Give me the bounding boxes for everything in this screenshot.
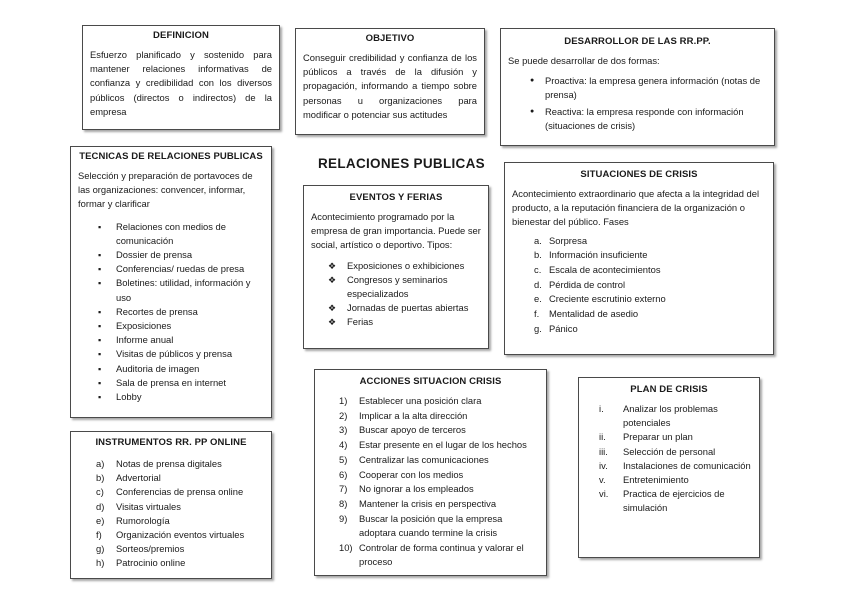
instrumentos-item [78, 500, 264, 514]
instrumentos-item-text: Organización eventos virtuales [116, 529, 245, 541]
situaciones-item-marker: e. [534, 293, 542, 305]
tecnicas-item [78, 347, 264, 361]
situaciones-item-text: Mentalidad de asedio [549, 308, 639, 320]
diamond-bullet-icon: ❖ [328, 260, 337, 271]
instrumentos-title: INSTRUMENTOS RR. PP ONLINE [95, 437, 247, 448]
situaciones-item-marker: b. [534, 249, 542, 261]
desarrollo-item-text: Proactiva: la empresa genera información (notas de prensa) [545, 75, 761, 101]
square-bullet-icon: ▪ [98, 335, 102, 346]
acciones-item-marker: 6) [339, 468, 348, 480]
square-bullet-icon: ▪ [98, 278, 102, 289]
situaciones-item [512, 292, 766, 306]
eventos-item [311, 273, 481, 301]
acciones-item [322, 482, 539, 496]
square-bullet-icon: ▪ [98, 264, 102, 275]
situaciones-item-marker: g. [534, 322, 542, 334]
acciones-item [322, 438, 539, 452]
plan-item-marker: iii. [599, 445, 608, 457]
situaciones-title: SITUACIONES DE CRISIS [580, 169, 698, 180]
instrumentos-item [78, 457, 264, 471]
tecnicas-item [78, 362, 264, 376]
acciones-item-text: No ignorar a los empleados [359, 483, 474, 495]
instrumentos-item-text: Advertorial [116, 472, 161, 484]
tecnicas-list [78, 220, 264, 405]
plan-item-marker: i. [599, 403, 604, 414]
acciones-item-marker: 9) [339, 512, 348, 524]
instrumentos-item-marker: g) [96, 543, 105, 555]
plan-item [586, 473, 752, 487]
acciones-list [322, 394, 539, 569]
bullet-dot-icon: ● [530, 107, 535, 115]
situaciones-item-text: Escala de acontecimientos [549, 264, 661, 276]
eventos-item [311, 259, 481, 273]
plan-item-text: Preparar un plan [623, 431, 693, 443]
definicion-text: Esfuerzo planificado y sostenido para mantener relaciones informativas de confianza y credibilidad con los diversos públicos (directos o indirectos) de la empresa [90, 49, 272, 117]
acciones-item-text: Centralizar las comunicaciones [359, 453, 489, 465]
situaciones-item-marker: a. [534, 234, 542, 246]
definicion-box [82, 25, 280, 130]
desarrollo-intro: Se puede desarrollar de dos formas: [508, 55, 660, 66]
square-bullet-icon: ▪ [98, 306, 102, 317]
tecnicas-item [78, 390, 264, 404]
square-bullet-icon: ▪ [98, 349, 102, 360]
situaciones-item [512, 263, 766, 277]
plan-box [578, 377, 760, 558]
desarrollo-list [508, 74, 767, 133]
situaciones-intro: Acontecimiento extraordinario que afecta a la integridad del producto, a la reputación financiera de la organización o bienestar del público. Fases [512, 188, 760, 228]
plan-item-marker: iv. [599, 459, 608, 471]
objetivo-text: Conseguir credibilidad y confianza de los públicos a través de la difusión y propagación, informando a tiempo sobre personas u organizaciones para modificar o potenciar sus actitudes [303, 52, 477, 120]
situaciones-item [512, 278, 766, 292]
instrumentos-item-text: Patrocinio online [116, 557, 186, 569]
acciones-item-marker: 8) [339, 497, 348, 509]
instrumentos-item-text: Rumorología [116, 514, 170, 526]
tecnicas-title: TECNICAS DE RELACIONES PUBLICAS [79, 151, 263, 162]
acciones-item-text: Cooperar con los medios [359, 468, 464, 480]
plan-item-marker: v. [599, 474, 606, 486]
instrumentos-list [78, 457, 264, 571]
tecnicas-item-text: Recortes de prensa [116, 305, 198, 317]
acciones-title: ACCIONES SITUACION CRISIS [359, 376, 502, 387]
tecnicas-item-text: Visitas de públicos y prensa [116, 348, 233, 360]
plan-item [586, 487, 752, 515]
instrumentos-item [78, 471, 264, 485]
situaciones-item-marker: c. [534, 264, 542, 276]
situaciones-item [512, 307, 766, 321]
instrumentos-item-text: Visitas virtuales [116, 500, 181, 512]
tecnicas-intro: Selección y preparación de portavoces de las organizaciones: convencer, informar, formar y clarificar [78, 170, 253, 210]
plan-item-text: Analizar los problemas potenciales [623, 403, 718, 429]
acciones-item-marker: 10) [339, 541, 353, 553]
instrumentos-item-marker: d) [96, 500, 105, 512]
acciones-item-text: Establecer una posición clara [359, 395, 482, 406]
desarrollo-title: DESARROLLOR DE LAS RR.PP. [564, 36, 711, 47]
eventos-item [311, 315, 481, 329]
tecnicas-item-text: Conferencias/ ruedas de presa [116, 263, 245, 275]
tecnicas-item [78, 305, 264, 319]
acciones-item-text: Controlar de forma continua y valorar el proceso [359, 541, 524, 567]
situaciones-item [512, 322, 766, 336]
instrumentos-item-marker: c) [96, 486, 104, 498]
square-bullet-icon: ▪ [98, 250, 102, 261]
tecnicas-item [78, 319, 264, 333]
eventos-item-text: Jornadas de puertas abiertas [347, 302, 469, 314]
tecnicas-item-text: Boletines: utilidad, información y uso [116, 277, 251, 303]
instrumentos-item-marker: f) [96, 529, 102, 541]
acciones-item-text: Implicar a la alta dirección [359, 409, 468, 421]
desarrollo-item-text: Reactiva: la empresa responde con información (situaciones de crisis) [545, 105, 744, 131]
diamond-bullet-icon: ❖ [328, 317, 337, 328]
plan-item-marker: vi. [599, 488, 609, 500]
acciones-item-marker: 3) [339, 424, 348, 436]
instrumentos-box [70, 431, 272, 579]
instrumentos-item-marker: a) [96, 458, 105, 469]
eventos-title: EVENTOS Y FERIAS [349, 192, 443, 203]
tecnicas-item-text: Auditoria de imagen [116, 362, 200, 374]
acciones-box [314, 369, 547, 576]
definicion-title: DEFINICION [153, 30, 209, 41]
eventos-item [311, 301, 481, 315]
plan-item [586, 459, 752, 473]
acciones-item [322, 394, 539, 408]
acciones-item [322, 468, 539, 482]
plan-item [586, 402, 752, 430]
situaciones-box [504, 162, 774, 355]
tecnicas-item [78, 262, 264, 276]
acciones-item-marker: 4) [339, 439, 348, 451]
tecnicas-item-text: Relaciones con medios de comunicación [116, 220, 226, 246]
instrumentos-item-text: Notas de prensa digitales [116, 458, 222, 469]
plan-item [586, 445, 752, 459]
situaciones-item-text: Pánico [549, 322, 578, 334]
square-bullet-icon: ▪ [98, 377, 102, 388]
objetivo-box [295, 28, 485, 135]
instrumentos-item-text: Sorteos/premios [116, 543, 185, 555]
instrumentos-item [78, 514, 264, 528]
tecnicas-item [78, 248, 264, 262]
situaciones-item [512, 234, 766, 248]
instrumentos-item-text: Conferencias de prensa online [116, 486, 244, 498]
plan-item-text: Practica de ejercicios de simulación [623, 488, 725, 514]
instrumentos-item [78, 485, 264, 499]
tecnicas-item-text: Informe anual [116, 334, 174, 346]
eventos-list [311, 259, 481, 330]
acciones-item [322, 409, 539, 423]
eventos-box [303, 185, 489, 349]
situaciones-item-marker: f. [534, 308, 540, 320]
instrumentos-item [78, 556, 264, 570]
tecnicas-item [78, 276, 264, 304]
situaciones-list [512, 234, 766, 336]
situaciones-item-text: Sorpresa [549, 234, 588, 246]
plan-list [586, 402, 752, 516]
square-bullet-icon: ▪ [98, 321, 102, 332]
desarrollo-item [508, 105, 767, 133]
instrumentos-item [78, 542, 264, 556]
tecnicas-item [78, 220, 264, 248]
acciones-item [322, 512, 539, 540]
diamond-bullet-icon: ❖ [328, 274, 337, 285]
objetivo-title: OBJETIVO [365, 33, 415, 44]
situaciones-item [512, 248, 766, 262]
square-bullet-icon: ▪ [98, 363, 102, 374]
plan-item-text: Selección de personal [623, 445, 716, 457]
acciones-item-text: Estar presente en el lugar de los hechos [359, 439, 527, 451]
tecnicas-box [70, 146, 272, 418]
eventos-item-text: Ferias [347, 316, 374, 328]
acciones-item-marker: 2) [339, 409, 348, 421]
situaciones-item-text: Pérdida de control [549, 278, 626, 290]
acciones-item [322, 453, 539, 467]
acciones-item-text: Buscar apoyo de terceros [359, 424, 466, 436]
desarrollo-box [500, 28, 775, 146]
tecnicas-item [78, 333, 264, 347]
situaciones-item-marker: d. [534, 278, 542, 290]
instrumentos-item-marker: b) [96, 472, 105, 484]
eventos-item-text: Congresos y seminarios especializados [347, 273, 448, 300]
square-bullet-icon: ▪ [98, 221, 102, 232]
acciones-item [322, 497, 539, 511]
instrumentos-item [78, 528, 264, 542]
plan-title: PLAN DE CRISIS [630, 384, 708, 395]
diamond-bullet-icon: ❖ [328, 303, 337, 314]
acciones-item [322, 541, 539, 569]
situaciones-item-text: Creciente escrutinio externo [549, 293, 666, 305]
desarrollo-item [508, 74, 767, 102]
plan-item-marker: ii. [599, 431, 606, 443]
situaciones-item-text: Información insuficiente [549, 249, 648, 261]
tecnicas-item-text: Lobby [116, 391, 142, 403]
square-bullet-icon: ▪ [98, 392, 102, 403]
plan-item-text: Entretenimiento [623, 474, 689, 486]
tecnicas-item-text: Sala de prensa en internet [116, 376, 226, 388]
eventos-item-text: Exposiciones o exhibiciones [347, 259, 465, 271]
acciones-item-marker: 7) [339, 483, 348, 495]
acciones-item-marker: 1) [339, 395, 348, 406]
acciones-item-text: Buscar la posición que la empresa adoptara cuando termine la crisis [359, 512, 503, 538]
acciones-item-marker: 5) [339, 453, 348, 465]
instrumentos-item-marker: h) [96, 557, 105, 569]
eventos-intro: Acontecimiento programado por la empresa de gran importancia. Puede ser social, artístico o deportivo. Tipos: [311, 211, 481, 251]
plan-item [586, 430, 752, 444]
tecnicas-item [78, 376, 264, 390]
tecnicas-item-text: Exposiciones [116, 320, 172, 332]
page-title: RELACIONES PUBLICAS [318, 156, 485, 171]
tecnicas-item-text: Dossier de prensa [116, 249, 193, 261]
plan-item-text: Instalaciones de comunicación [623, 459, 751, 471]
instrumentos-item-marker: e) [96, 514, 105, 526]
acciones-item-text: Mantener la crisis en perspectiva [359, 497, 497, 509]
bullet-dot-icon: ● [530, 77, 535, 85]
acciones-item [322, 423, 539, 437]
